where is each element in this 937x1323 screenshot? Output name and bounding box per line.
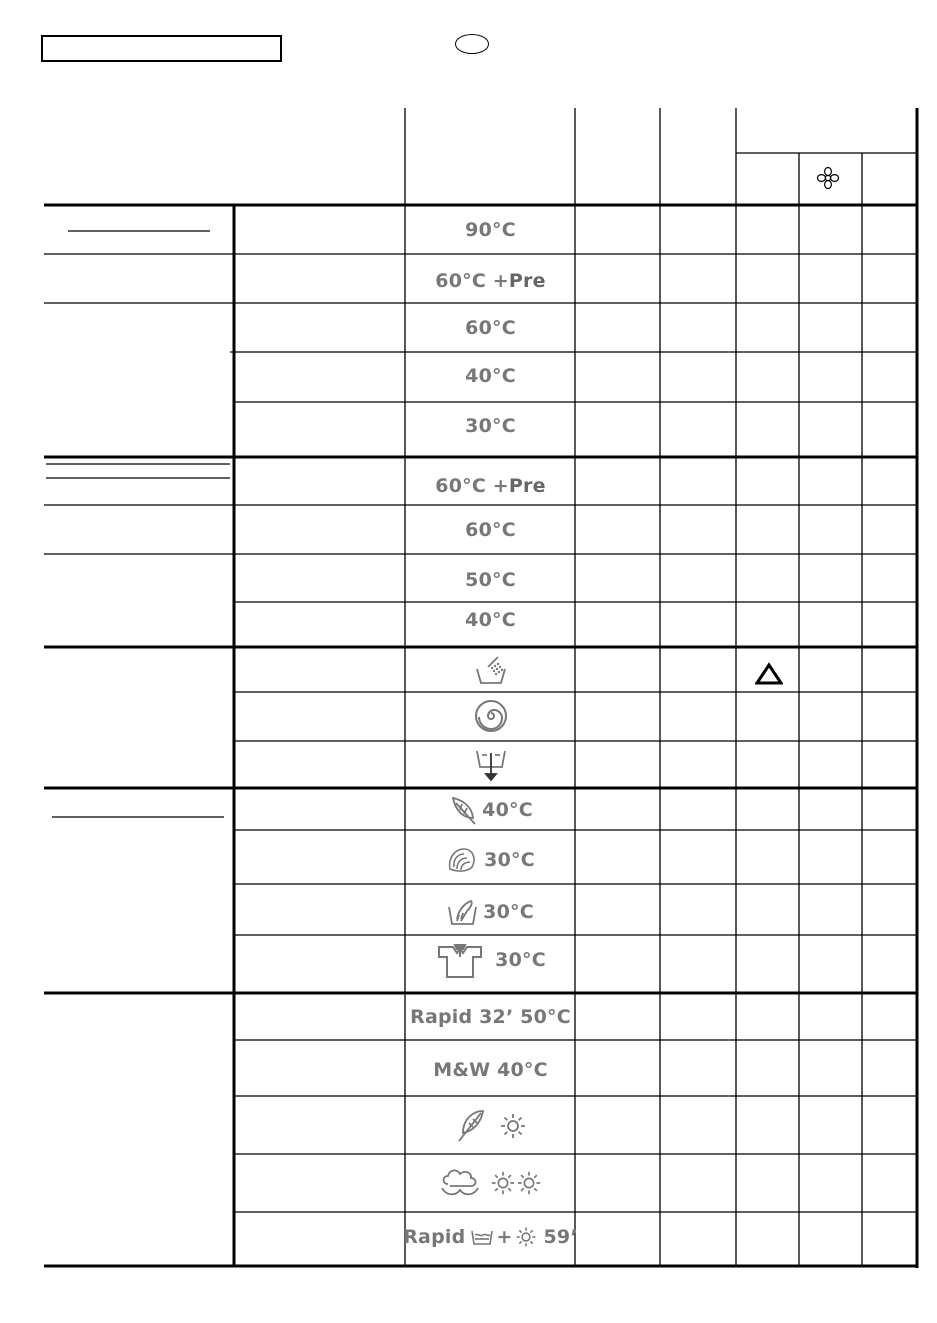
programme-cell (406, 558, 575, 602)
flower-softener-icon (816, 166, 840, 190)
warning-triangle-icon (755, 662, 783, 686)
programme-cell (406, 463, 575, 509)
programme-cell (406, 602, 575, 638)
programme-label: 90°C (465, 219, 516, 241)
programme-label: 60°C + (435, 270, 509, 292)
programme-cell (406, 1048, 575, 1092)
drain-cell (406, 743, 575, 785)
programme-label: 40°C (482, 799, 533, 821)
handwash-icon (447, 897, 479, 927)
sun-icon (499, 1112, 527, 1140)
programme-cell (406, 305, 575, 350)
programme-cell (403, 1214, 578, 1260)
programme-cell (406, 836, 575, 884)
spin-icon (474, 699, 508, 733)
feather-dry-icon (455, 1107, 489, 1145)
prewash-label: Pre (508, 475, 546, 497)
wash-plus-dry-icon: + (470, 1226, 536, 1248)
programme-duration: 59’ (543, 1226, 578, 1248)
programme-label: 60°C + (435, 475, 509, 497)
programme-label: 40°C (465, 609, 516, 631)
programme-cell (406, 996, 575, 1038)
spin-cell (406, 694, 575, 738)
programme-label: 30°C (484, 849, 535, 871)
programme-label: Rapid (403, 1226, 466, 1248)
programme-cell (406, 353, 575, 399)
rinse-cell (406, 650, 575, 690)
programme-label: 30°C (483, 901, 534, 923)
programme-label: 50°C (465, 569, 516, 591)
rinse-icon (474, 653, 508, 687)
programme-label: 60°C (465, 518, 516, 541)
dry-cotton-cell (406, 1158, 575, 1208)
wool-icon (446, 845, 478, 875)
programme-cell (406, 403, 575, 449)
drain-icon (474, 745, 508, 783)
programme-label: 30°C (465, 415, 516, 437)
programme-label: Rapid 32’ 50°C (410, 1006, 571, 1028)
programme-cell (406, 208, 575, 252)
programme-cell (406, 791, 575, 829)
programme-cell (406, 258, 575, 304)
dry-delicate-cell (406, 1100, 575, 1152)
prewash-label: Pre (508, 270, 546, 292)
programme-cell (406, 507, 575, 552)
programme-label: 30°C (495, 949, 546, 971)
cloud-dry-icon (440, 1166, 480, 1200)
programme-label: 60°C (465, 316, 516, 339)
programme-label: M&W 40°C (433, 1059, 548, 1081)
programme-cell (406, 889, 575, 935)
sun-icon (516, 1170, 542, 1196)
programme-label: 40°C (465, 365, 516, 387)
sun-icon (490, 1170, 516, 1196)
programme-cell (406, 937, 575, 983)
shirt-icon (435, 941, 485, 979)
delicates-feather-icon (448, 794, 478, 826)
